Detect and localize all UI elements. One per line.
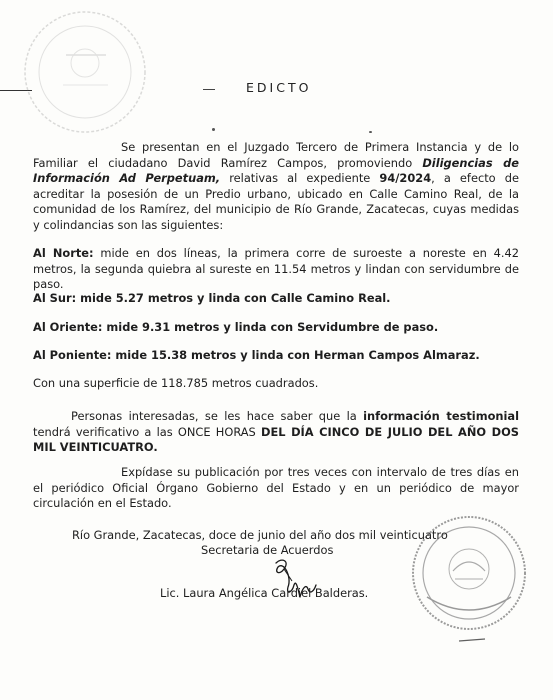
document-title: EDICTO bbox=[246, 80, 312, 95]
scan-mark bbox=[203, 89, 215, 90]
place-date: Río Grande, Zacatecas, doce de junio del año dos mil veinticuatro bbox=[72, 528, 448, 542]
hearing-text: tendrá verificativo a las ONCE HORAS bbox=[33, 424, 262, 439]
intro-text: Se presentan en el Juzgado Tercero de Primera Instancia y de lo Familiar el ciudadano David Ramírez Campos, promoviendo bbox=[33, 140, 519, 170]
intro-paragraph bbox=[33, 140, 519, 234]
signatory-role: Secretaria de Acuerdos bbox=[201, 543, 334, 557]
hearing-bold: información testimonial bbox=[363, 409, 520, 423]
boundary-west: Al Poniente: mide 15.38 metros y linda con Herman Campos Almaraz. bbox=[33, 348, 480, 362]
scan-speck bbox=[369, 131, 372, 133]
expediente-number: 94/2024 bbox=[379, 171, 432, 186]
boundary-east: Al Oriente: mide 9.31 metros y linda con Servidumbre de paso. bbox=[33, 320, 439, 334]
scan-speck bbox=[212, 128, 215, 131]
boundary-north-text: mide en dos líneas, la primera corre de suroeste a noreste en 4.42 metros, la segunda quiebra al sureste en 11.54 metros y lindan con servidumbre de paso. bbox=[33, 246, 519, 292]
signatory-name: Lic. Laura Angélica Cardiel Balderas. bbox=[160, 586, 369, 600]
surface-area: Con una superficie de 118.785 metros cuadrados. bbox=[33, 376, 319, 390]
intro-text: , a efecto de acreditar la posesión de un Predio urbano, ubicado en Calle Camino Real, de la comunidad de los Ramírez, del municipio de Río Grande, Zacatecas, cuyas medidas y colindancias son las siguientes: bbox=[33, 171, 519, 232]
publication-notice: Expídase su publicación por tres veces con intervalo de tres días en el periódico Oficial Órgano Gobierno del Estado y en un periódico de mayor circulación en el Estado. bbox=[33, 465, 519, 511]
official-seal-faded bbox=[18, 5, 153, 140]
handwritten-signature bbox=[262, 553, 342, 613]
diligencias-text: Diligencias de Información Ad Perpetuam, bbox=[33, 155, 519, 186]
boundary-north-label: Al Norte: bbox=[33, 246, 94, 260]
intro-text: relativas al expediente bbox=[220, 171, 380, 186]
hearing-date: DEL DÍA CINCO DE JULIO DEL AÑO DOS MIL VEINTICUATRO. bbox=[33, 424, 519, 455]
boundary-north bbox=[33, 246, 519, 293]
hearing-notice bbox=[33, 409, 519, 456]
boundary-south: Al Sur: mide 5.27 metros y linda con Calle Camino Real. bbox=[33, 291, 391, 305]
hearing-text: Personas interesadas, se les hace saber que la bbox=[71, 409, 364, 423]
